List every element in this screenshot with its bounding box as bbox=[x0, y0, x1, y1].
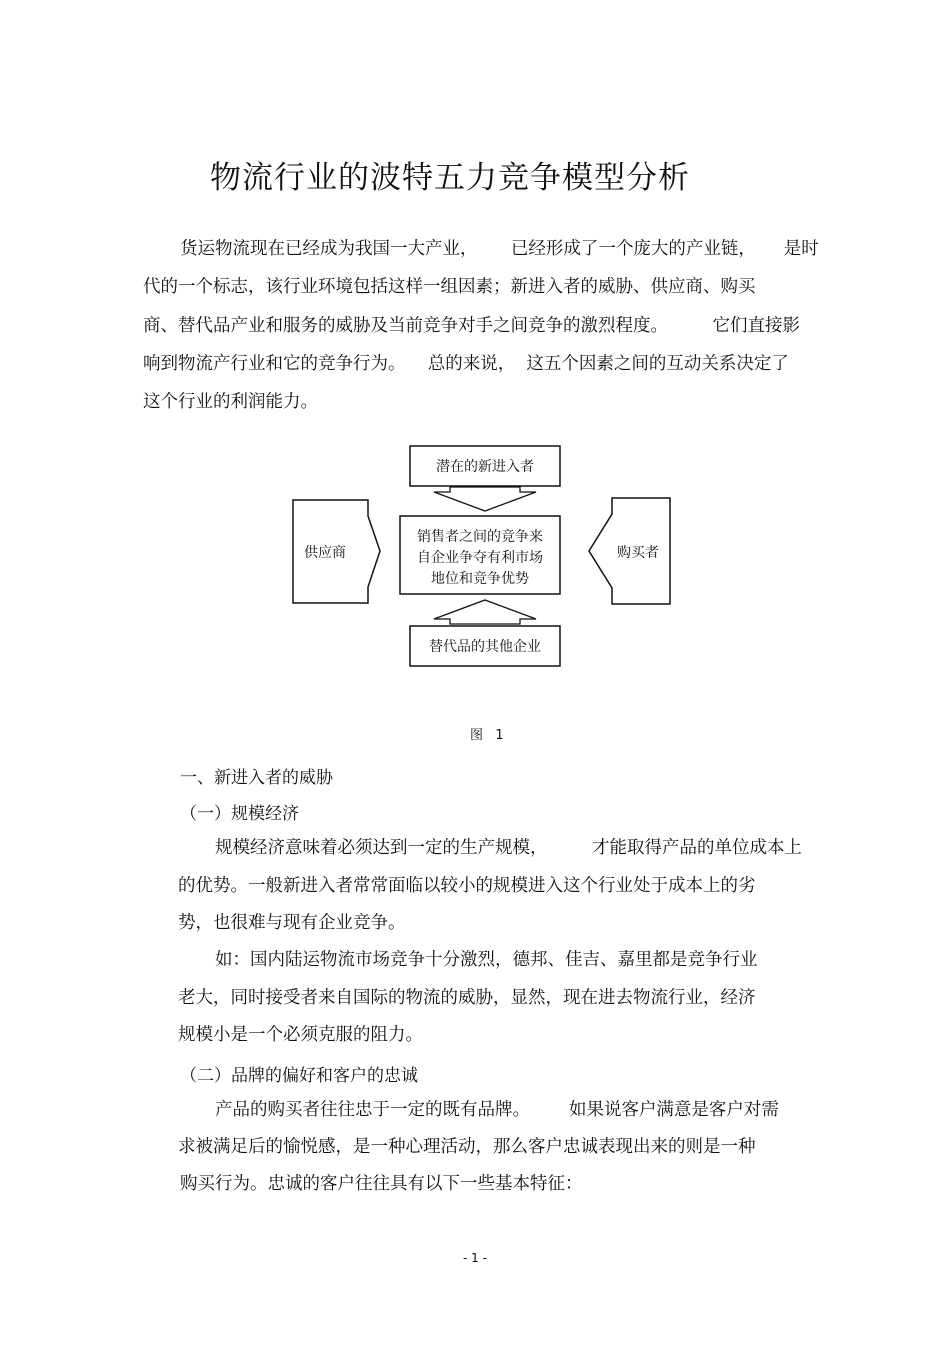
paragraph-line: 求被满足后的愉悦感，是一种心理活动，那么客户忠诚表现出来的则是一种 bbox=[178, 1137, 756, 1157]
paragraph-line: 规模经济意味着必须达到一定的生产规模， 才能取得产品的单位成本上 bbox=[215, 838, 802, 858]
paragraph-line: 老大，同时接受者来自国际的物流的威胁，显然，现在进去物流行业，经济 bbox=[178, 988, 756, 1008]
arrow-up-icon bbox=[434, 600, 536, 624]
subsection-heading: （二）品牌的偏好和客户的忠诚 bbox=[180, 1066, 418, 1086]
section-heading: 一、新进入者的威胁 bbox=[180, 768, 333, 788]
document-title: 物流行业的波特五力竞争模型分析 bbox=[210, 160, 690, 196]
substitutes-label: 替代品的其他企业 bbox=[429, 639, 541, 655]
rivalry-label-line: 销售者之间的竞争来 bbox=[417, 529, 543, 545]
supplier-label: 供应商 bbox=[304, 545, 346, 561]
paragraph-line: 购买行为。忠诚的客户往往具有以下一些基本特征： bbox=[180, 1174, 583, 1194]
subsection-heading: （一）规模经济 bbox=[180, 804, 299, 824]
paragraph-line: 如：国内陆运物流市场竞争十分激烈，德邦、佳吉、嘉里都是竞争行业 bbox=[215, 950, 758, 970]
paragraph-line: 势，也很难与现有企业竞争。 bbox=[178, 913, 406, 933]
paragraph-line: 的优势。一般新进入者常常面临以较小的规模进入这个行业处于成本上的劣 bbox=[178, 876, 756, 896]
page-number: - 1 - bbox=[463, 1251, 487, 1265]
intro-line: 货运物流现在已经成为我国一大产业， 已经形成了一个庞大的产业链， 是时 bbox=[180, 239, 819, 259]
intro-line: 商、替代品产业和服务的威胁及当前竞争对手之间竞争的激烈程度。 它们直接影 bbox=[143, 316, 800, 336]
paragraph-line: 产品的购买者往往忠于一定的既有品牌。 如果说客户满意是客户对需 bbox=[215, 1100, 779, 1120]
rivalry-label-line: 地位和竞争优势 bbox=[431, 571, 529, 587]
rivalry-label-line: 自企业争夺有利市场 bbox=[417, 550, 543, 566]
figure-caption: 图 1 bbox=[470, 728, 504, 743]
arrow-down-icon bbox=[434, 487, 536, 511]
buyer-label: 购买者 bbox=[617, 545, 659, 561]
paragraph-line: 规模小是一个必须克服的阻力。 bbox=[178, 1025, 423, 1045]
intro-line: 响到物流产行业和它的竞争行为。 总的来说， 这五个因素之间的互动关系决定了 bbox=[143, 354, 789, 374]
intro-line: 代的一个标志，该行业环境包括这样一组因素；新进入者的威胁、供应商、购买 bbox=[143, 277, 756, 297]
intro-line: 这个行业的利润能力。 bbox=[143, 392, 318, 412]
new-entrants-label: 潜在的新进入者 bbox=[436, 459, 534, 475]
